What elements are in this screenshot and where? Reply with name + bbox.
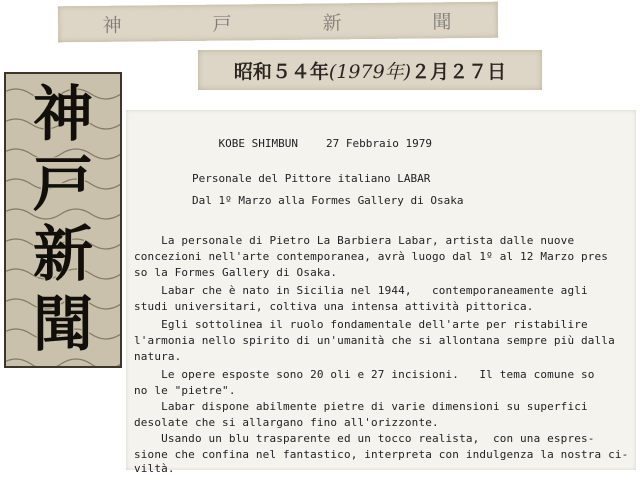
masthead-char: 戸 — [212, 12, 234, 36]
date-clipping — [198, 50, 542, 90]
masthead-char: 聞 — [432, 10, 454, 33]
body-line: concezioni nell'arte contemporanea, avrà luogo dal 1º al 12 Marzo pres — [134, 250, 609, 263]
newspaper-logo — [4, 72, 122, 368]
date-era: 昭和５４年 — [233, 60, 329, 83]
body-line: Le opere esposte sono 20 oli e 27 incisioni. Il tema comune so — [134, 368, 595, 381]
masthead-char: 神 — [102, 14, 124, 37]
article-subtitle: Dal 1º Marzo alla Formes Gallery di Osaka — [192, 194, 464, 207]
logo-char: 戸 — [33, 150, 93, 220]
body-line: Egli sottolinea il ruolo fondamentale dell'arte per ristabilire — [134, 318, 588, 331]
article-title: Personale del Pittore italiano LABAR — [192, 172, 431, 185]
body-line: no le "pietre". — [134, 384, 236, 397]
logo-char: 神 — [33, 80, 93, 150]
body-line: l'armonia nello spirito di un'umanità che si allontana sempre più dalla — [134, 334, 615, 347]
body-line: studi universitari, coltiva una intensa attività pittorica. — [134, 300, 534, 313]
date-day: ２月２７日 — [411, 60, 507, 83]
body-line: desolate che si allargano fino all'orizzonte. — [134, 416, 439, 429]
body-line: so la Formes Gallery di Osaka. — [134, 266, 338, 279]
newspaper-name: KOBE SHIMBUN — [218, 137, 298, 150]
article-date: 27 Febbraio 1979 — [325, 137, 432, 150]
body-line: natura. — [134, 350, 182, 363]
article-sheet — [126, 110, 636, 475]
date-handwritten-year: (1979年) — [328, 60, 412, 83]
masthead-char: 新 — [322, 11, 344, 35]
body-line: Usando un blu trasparente ed un tocco realista, con una espres- — [134, 432, 595, 445]
body-line: sione che confina nel fantastico, interpreta con indulgenza la nostra ci- — [134, 448, 629, 461]
body-line: La personale di Pietro La Barbiera Labar, artista dalle nuove — [134, 234, 575, 247]
logo-char: 新 — [33, 220, 93, 290]
body-line: viltà. — [134, 462, 175, 475]
logo-char: 聞 — [33, 290, 93, 360]
masthead-clipping — [58, 2, 498, 43]
body-line: Labar dispone abilmente pietre di varie dimensioni su superfici — [134, 400, 588, 413]
body-line: Labar che è nato in Sicilia nel 1944, contemporaneamente agli — [134, 284, 588, 297]
article-header — [192, 124, 460, 163]
